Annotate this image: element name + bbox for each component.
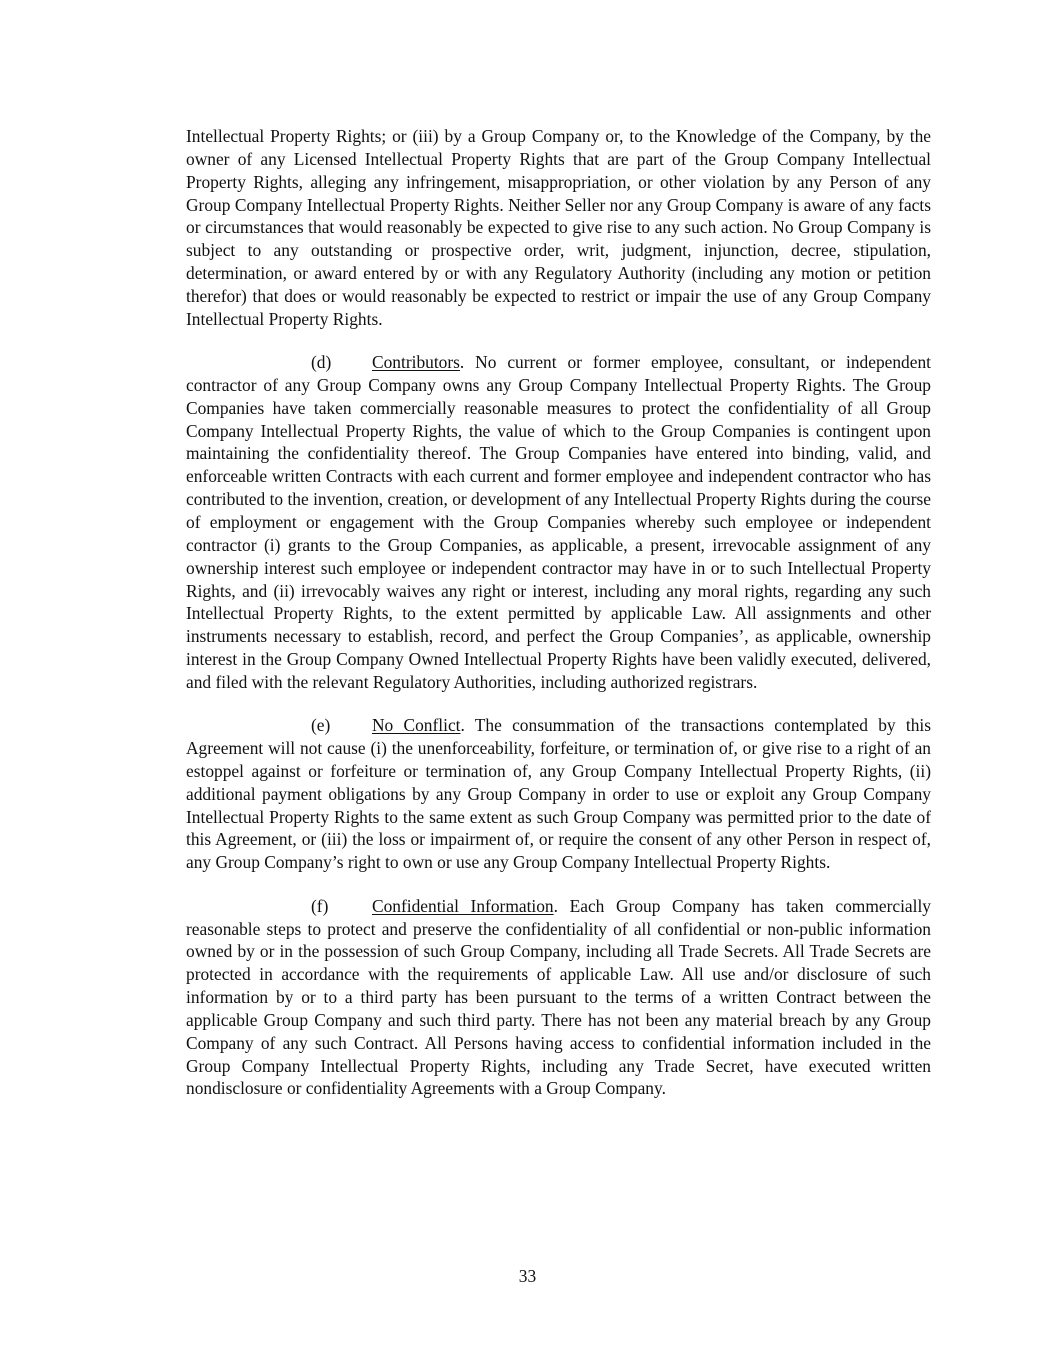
section-e-body: . The consummation of the transactions contemplated by this Agreement will not cause (i) the unenforceability, forfeiture, or termination of, or give rise to a right of an estoppel against or forfeiture or termination of, any Group Company Intellectual Property Rights, (ii) additional payment obligations by any Group Company in order to use or exploit any Group Company Intellectual Property Rights to the same extent as such Group Company was permitted prior to the date of this Agreement, or (iii) the loss or impairment of, or require the consent of any other Person in respect of, any Group Company’s right to own or use any Group Company Intellectual Property Rights. [186, 715, 931, 873]
section-f-number: (f) [311, 895, 329, 916]
section-f-body: . Each Group Company has taken commercially reasonable steps to protect and preserve the confidentiality of all confidential or non-public information owned by or in the possession of such Group Company, including all Trade Secrets. All Trade Secrets are protected in accordance with the requirements of applicable Law. All use and/or disclosure of such information by or to a third party has been pursuant to the terms of a written Contract between the applicable Group Company and such third party. There has not been any material breach by any Group Company of any such Contract. All Persons having access to confidential information included in the Group Company Intellectual Property Rights, including any Trade Secret, have executed written nondisclosure or confidentiality Agreements with a Group Company. [186, 895, 931, 1099]
section-e-heading: No Conflict [372, 715, 461, 736]
section-d-body: . No current or former employee, consultant, or independent contractor of any Group Company owns any Group Company Intellectual Property Rights. The Group Companies have taken commercially reasonable measures to protect the confidentiality of all Group Company Intellectual Property Rights, the value of which to the Group Companies is contingent upon maintaining the confidentiality thereof. The Group Companies have entered into binding, valid, and enforceable written Contracts with each current and former employee and independent contractor who has contributed to the invention, creation, or development of any Intellectual Property Rights during the course of employment or engagement with the Group Companies whereby such employee or independent contractor (i) grants to the Group Companies, as applicable, a present, irrevocable assignment of any ownership interest such employee or independent contractor may have in or to such Intellectual Property Rights, and (ii) irrevocably waives any right or interest, including any moral rights, regarding any such Intellectual Property Rights, to the extent permitted by applicable Law. All assignments and other instruments necessary to establish, record, and perfect the Group Companies’, as applicable, ownership interest in the Group Company Owned Intellectual Property Rights have been validly executed, delivered, and filed with the relevant Regulatory Authorities, including authorized registrars. [186, 352, 931, 692]
section-d-paragraph [186, 351, 931, 694]
section-d-number: (d) [311, 352, 332, 373]
section-f-paragraph [186, 895, 931, 1101]
continuation-paragraph: Intellectual Property Rights; or (iii) by a Group Company or, to the Knowledge of the Company, by the owner of any Licensed Intellectual Property Rights that are part of the Group Company Intellectual Property Rights, alleging any infringement, misappropriation, or other violation by any Person of any Group Company Intellectual Property Rights. Neither Seller nor any Group Company is aware of any facts or circumstances that would reasonably be expected to give rise to any such action. No Group Company is subject to any outstanding or prospective order, writ, judgment, injunction, decree, stipulation, determination, or award entered by or with any Regulatory Authority (including any motion or petition therefor) that does or would reasonably be expected to restrict or impair the use of any Group Company Intellectual Property Rights. [186, 126, 931, 329]
section-e-paragraph [186, 714, 931, 874]
section-f-heading: Confidential Information [372, 895, 554, 916]
page-number: 33 [518, 1266, 537, 1286]
section-d-heading: Contributors [372, 352, 460, 373]
document-body [186, 125, 931, 1121]
section-e-number: (e) [311, 715, 331, 736]
